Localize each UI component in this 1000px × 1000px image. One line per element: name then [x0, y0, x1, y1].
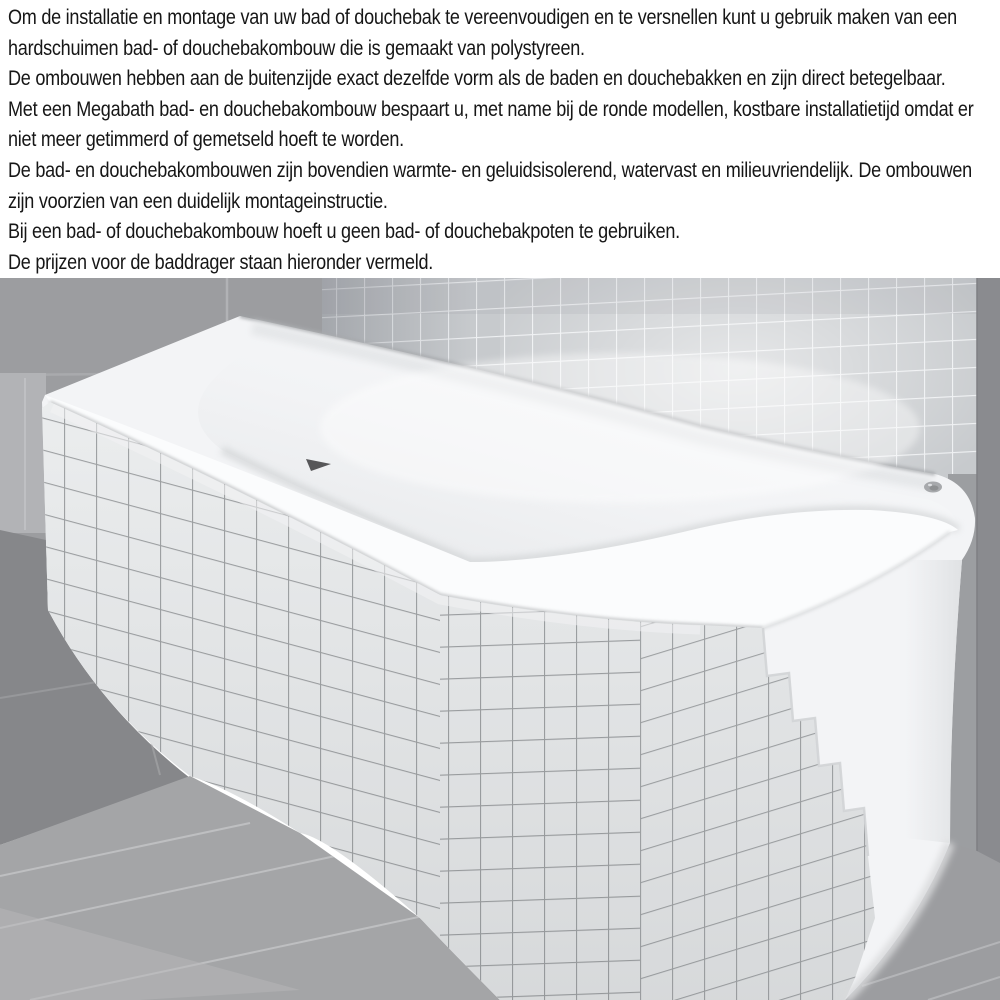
bathtub-photo [0, 278, 1000, 1000]
basin-highlight [320, 353, 920, 503]
description-line: De ombouwen hebben aan de buitenzijde exact dezelfde vorm als de baden en douchebakken en zijn direct betegelbaar. [8, 67, 946, 91]
description-line: Met een Megabath bad- en douchebakombouw bespaart u, met name bij de ronde modellen, kostbare installatietijd omdat er [8, 97, 974, 121]
description-line: De prijzen voor de baddrager staan hieronder vermeld. [8, 250, 434, 274]
overflow-hole [924, 482, 942, 493]
description-line: hardschuimen bad- of douchebakombouw die is gemaakt van polystyreen. [8, 36, 585, 60]
lower-wall-panel [0, 373, 46, 533]
description-line: niet meer getimmerd of gemetseld hoeft te worden. [8, 128, 404, 152]
description-line: zijn voorzien van een duidelijk montageinstructie. [8, 189, 388, 213]
right-dark-wall-strip [977, 278, 1000, 863]
product-description [8, 3, 1000, 278]
description-line: Om de installatie en montage van uw bad of douchebak te vereenvoudigen en te versnellen kunt u gebruik maken van een [8, 6, 957, 29]
description-line: Bij een bad- of douchebakombouw hoeft u geen bad- of douchebakpoten te gebruiken. [8, 220, 680, 244]
description-line: De bad- en douchebakombouwen zijn bovendien warmte- en geluidsisolerend, watervast en milieuvriendelijk. De ombouwen [8, 158, 972, 182]
